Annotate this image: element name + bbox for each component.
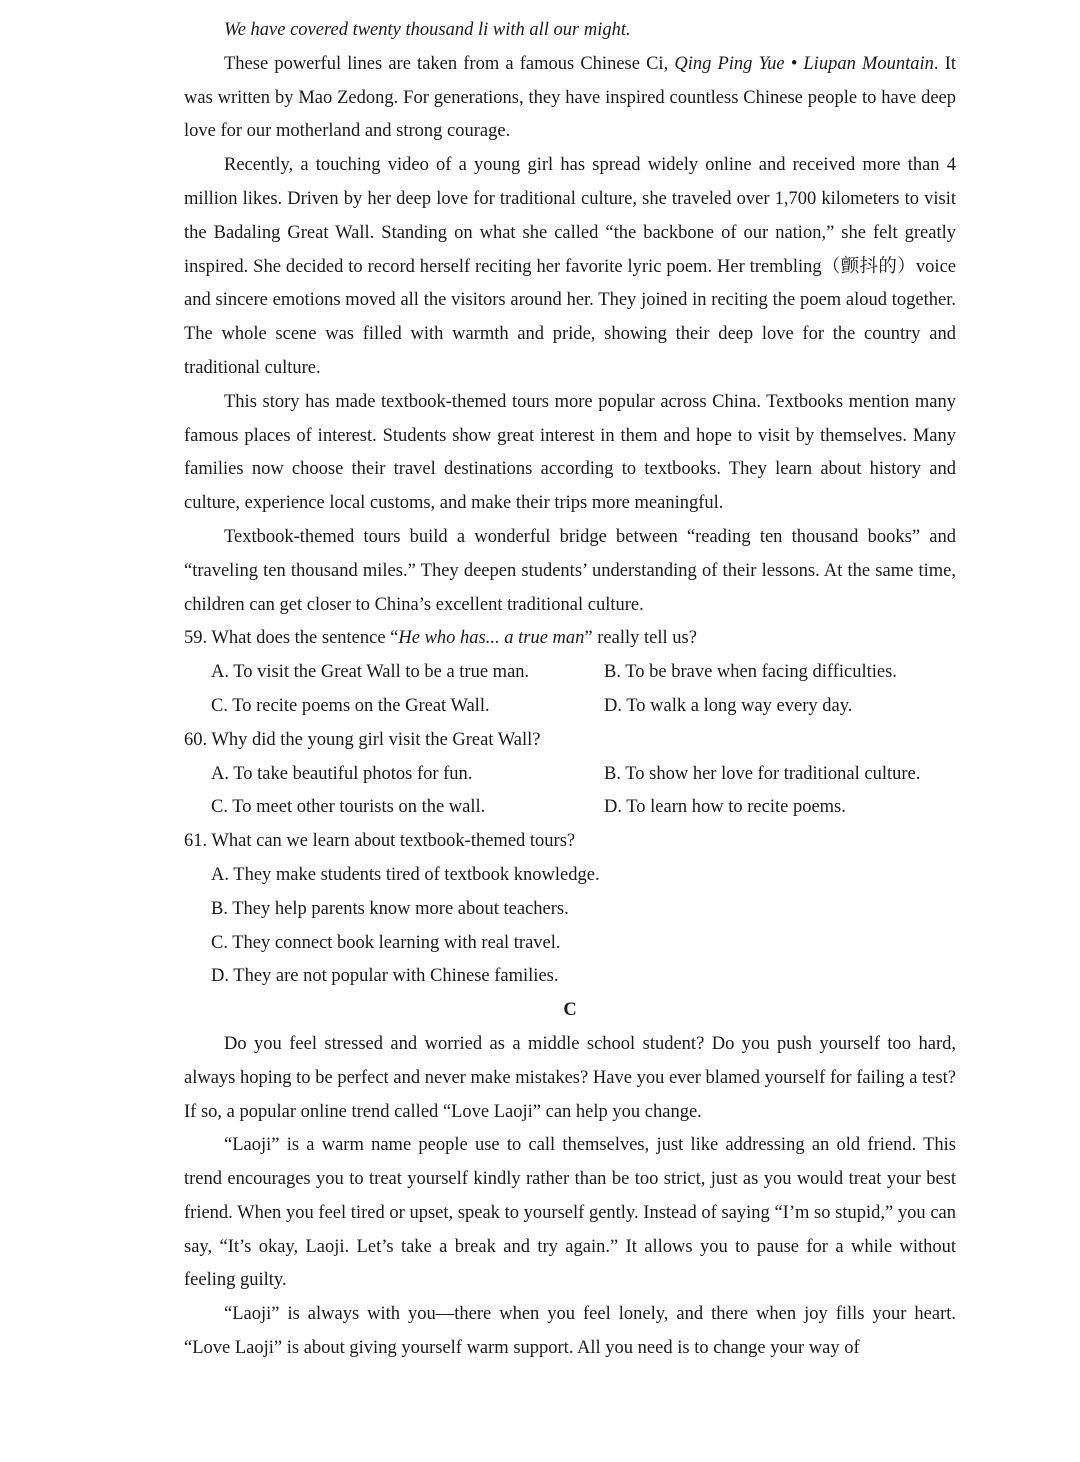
passage-c-paragraph-3: “Laoji” is always with you—there when you feel lonely, and there when joy fills your heart. “Love Laoji” is about giving yourself warm support. All you need is to change your way of <box>184 1304 956 1359</box>
passage-c-paragraph-2: “Laoji” is a warm name people use to call themselves, just like addressing an old friend. This trend encourages you to treat yourself kindly rather than be too strict, just as you would treat your best friend. When you feel tired or upset, speak to yourself gently. Instead of saying “I’m so stupid,” you can say, “It’s okay, Laoji. Let’s take a break and try again.” It allows you to pause for a while without feeling guilty. <box>184 1135 956 1291</box>
question-61-stem: 61. What can we learn about textbook-themed tours? <box>184 831 576 852</box>
passage-b-paragraph-1 <box>184 48 956 149</box>
poem-quote-line: We have covered twenty thousand li with all our might. <box>224 20 631 40</box>
question-60-stem: 60. Why did the young girl visit the Great Wall? <box>184 729 541 750</box>
q61-option-d[interactable]: D. They are not popular with Chinese families. <box>211 966 559 987</box>
q59-stem-b: ” really tell us? <box>584 628 697 649</box>
q61-option-c[interactable]: C. They connect book learning with real travel. <box>211 932 561 953</box>
question-60-options <box>184 758 956 826</box>
q60-option-a[interactable]: A. To take beautiful photos for fun. <box>211 763 473 784</box>
q60-option-c[interactable]: C. To meet other tourists on the wall. <box>211 797 486 818</box>
section-heading-c: C <box>563 1000 577 1021</box>
q59-option-a[interactable]: A. To visit the Great Wall to be a true man. <box>211 662 530 683</box>
q61-option-a[interactable]: A. They make students tired of textbook knowledge. <box>211 864 600 885</box>
q61-option-b[interactable]: B. They help parents know more about teachers. <box>211 898 569 919</box>
exam-page <box>184 14 956 1366</box>
q60-option-b[interactable]: B. To show her love for traditional culture. <box>604 763 921 784</box>
q60-option-d[interactable]: D. To learn how to recite poems. <box>604 797 846 818</box>
passage-b-paragraph-4: Textbook-themed tours build a wonderful bridge between “reading ten thousand books” and “traveling ten thousand miles.” They deepen students’ understanding of their lessons. At the same time, children can get closer to China’s excellent traditional culture. <box>184 526 956 615</box>
p1-text-b: . It was written by Mao Zedong. For generations, they have inspired countless Chinese people to have deep love for our motherland and strong courage. <box>184 53 956 142</box>
poem-title: Qing Ping Yue • Liupan Mountain <box>674 53 934 74</box>
q59-option-d[interactable]: D. To walk a long way every day. <box>604 695 853 716</box>
passage-b-paragraph-3: This story has made textbook-themed tours more popular across China. Textbooks mention many famous places of interest. Students show great interest in them and hope to visit by themselves. Many families now choose their travel destinations according to textbooks. They learn about history and culture, experience local customs, and make their trips more meaningful. <box>184 391 956 514</box>
passage-c-paragraph-1: Do you feel stressed and worried as a middle school student? Do you push yourself too hard, always hoping to be perfect and never make mistakes? Have you ever blamed yourself for failing a test? If so, a popular online trend called “Love Laoji” can help you change. <box>184 1033 956 1122</box>
question-59-stem <box>184 622 956 656</box>
p1-text-a: These powerful lines are taken from a famous Chinese Ci, <box>224 53 675 74</box>
q59-stem-a: 59. What does the sentence “ <box>184 628 399 649</box>
question-59-options <box>184 656 956 724</box>
q59-option-c[interactable]: C. To recite poems on the Great Wall. <box>211 695 490 716</box>
passage-b-paragraph-2: Recently, a touching video of a young girl has spread widely online and received more than 4 million likes. Driven by her deep love for traditional culture, she traveled over 1,700 kilometers to visit the Badaling Great Wall. Standing on what she called “the backbone of our nation,” she felt greatly inspired. She decided to record herself reciting her favorite lyric poem. Her trembling（颤抖的）voice and sincere emotions moved all the visitors around her. They joined in reciting the poem aloud together. The whole scene was filled with warmth and pride, showing their deep love for the country and traditional culture. <box>184 155 956 378</box>
q59-option-b[interactable]: B. To be brave when facing difficulties. <box>604 662 897 683</box>
q59-stem-quote: He who has... a true man <box>398 628 585 649</box>
